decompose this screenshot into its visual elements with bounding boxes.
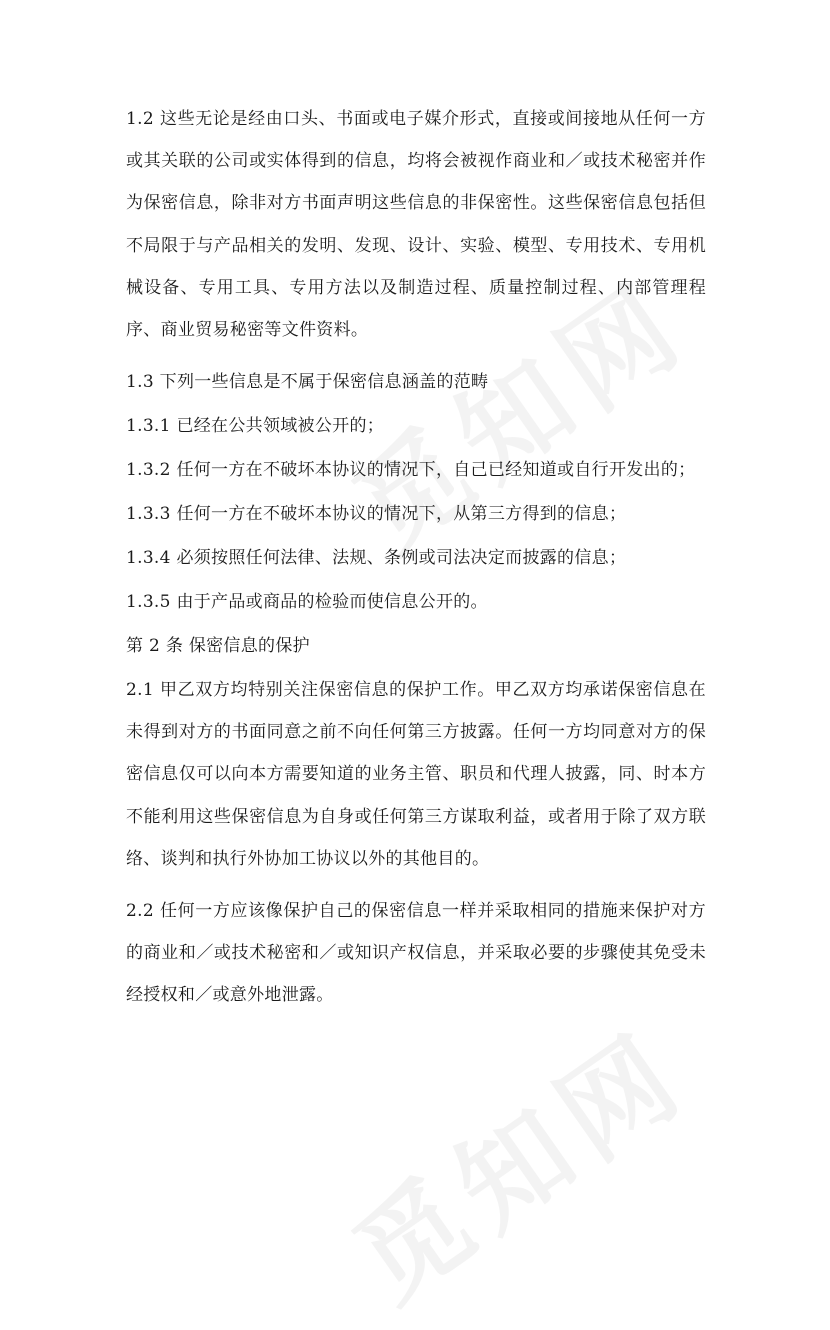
clause-1-3-2: 1.3.2 任何一方在不破坏本协议的情况下，自己已经知道或自行开发出的；: [126, 460, 696, 480]
clause-1-2: 1.2 这些无论是经由口头、书面或电子媒介形式，直接或间接地从任何一方或其关联的公司或实体得到的信息，均将会被视作商业和／或技术秘密并作为保密信息，除非对方书面声明这些信息的非保密性。这些保密信息包括但不局限于与产品相关的发明、发现、设计、实验、模型、专用技术、专用机械设备、专用工具、专用方法以及制造过程、质量控制过程、内部管理程序、商业贸易秘密等文件资料。: [126, 109, 706, 341]
clause-1-3-3: 1.3.3 任何一方在不破坏本协议的情况下，从第三方得到的信息；: [126, 504, 627, 524]
clause-1-3-5: 1.3.5 由于产品或商品的检验而使信息公开的。: [126, 592, 488, 612]
clause-1-3-4: 1.3.4 必须按照任何法律、法规、条例或司法决定而披露的信息；: [126, 548, 627, 568]
watermark: [318, 988, 713, 1330]
clause-2-2: 2.2 任何一方应该像保护自己的保密信息一样并采取相同的措施来保护对方的商业和／或技术秘密和／或知识产权信息，并采取必要的步骤使其免受未经授权和／或意外地泄露。: [126, 901, 706, 1006]
clause-1-3: 1.3 下列一些信息是不属于保密信息涵盖的范畴: [126, 372, 489, 392]
clause-1-3-1: 1.3.1 已经在公共领域被公开的；: [126, 416, 385, 436]
clause-2-1: 2.1 甲乙双方均特别关注保密信息的保护工作。甲乙双方均承诺保密信息在未得到对方的书面同意之前不向任何第三方披露。任何一方均同意对方的保密信息仅可以向本方需要知道的业务主管、职员和代理人披露，同、时本方不能利用这些保密信息为自身或任何第三方谋取利益，或者用于除了双方联络、谈判和执行外协加工协议以外的其他目的。: [126, 680, 706, 869]
article-2-heading: 第 2 条 保密信息的保护: [126, 636, 310, 656]
